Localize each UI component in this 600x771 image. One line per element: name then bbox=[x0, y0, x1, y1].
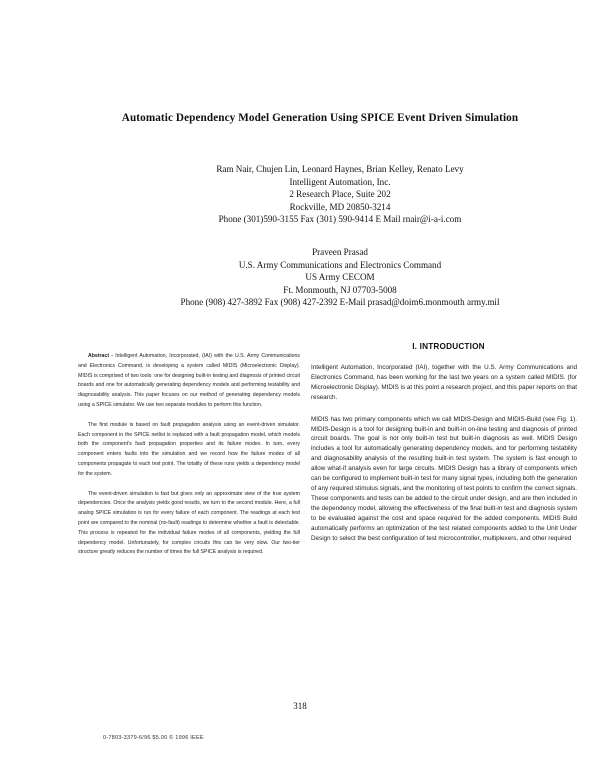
introduction-column bbox=[311, 363, 577, 555]
copyright-notice: 0-7803-3379-6/96 $5.00 © 1996 IEEE bbox=[103, 735, 204, 741]
contact-line: Phone (301)590-3155 Fax (301) 590-9414 E Mail rnair@i-a-i.com bbox=[218, 214, 462, 225]
page-number: 318 bbox=[293, 701, 307, 711]
organization-name: Intelligent Automation, Inc. bbox=[289, 176, 391, 187]
author-names: Praveen Prasad bbox=[312, 247, 368, 257]
abstract-paragraph bbox=[78, 352, 300, 411]
organization-unit: US Army CECOM bbox=[305, 272, 375, 283]
organization-name: U.S. Army Communications and Electronics Command bbox=[238, 259, 442, 270]
abstract-paragraph: The first module is based on fault propagation analysis using an event-driven simulator. Each component in the SPICE netlist is replaced with a fault propagation model, which models both the component's fault propagation properties and its failure modes. In turn, every component enters faults into the simulation and we record how the failure modes of all components propagate to each test point. The totality of these runs yields a dependency model for the system. bbox=[78, 421, 300, 477]
paper-title: Automatic Dependency Model Generation Using SPICE Event Driven Simulation bbox=[121, 112, 519, 124]
abstract-paragraph: The event-driven simulation is fast but gives only an approximate view of the true system dependencies. Once the analysis yields good results, we turn to the second module. Here, a full analog SPICE simulation is run for every failure of each component. The readings at each test point are compared to the nominal (no-fault) readings to determine whether a fault is detectable. This process is repeated for the individual failure modes of all components, yielding the full dependency model. Unfortunately, for complex circuits this can be very slow. Our two-tier structure greatly reduces the number of times the full SPICE analysis is required. bbox=[78, 490, 300, 556]
author-block-cecom bbox=[100, 246, 580, 309]
author-block-iai bbox=[100, 163, 580, 226]
abstract-text: Intelligent Automation, Incorporated, (IAI) with the U.S. Army Communications and Electronics Command, is developing a system called MIDIS (Microelectronic Display). MIDIS is comprised of two tools: one for designing built-in testing and diagnosis of printed circuit boards and one for automatically generating dependency models and performing testability and diagnosability analysis. This paper focuses on our method of generating dependency models using a SPICE simulator. We use two separate modules to perform this function. bbox=[78, 353, 300, 408]
section-heading: I. INTRODUCTION bbox=[412, 342, 485, 351]
author-names: Ram Nair, Chujen Lin, Leonard Haynes, Brian Kelley, Renato Levy bbox=[216, 164, 464, 174]
body-paragraph: MIDIS has two primary components which we call MIDIS-Design and MIDIS-Build (see Fig. 1). MIDIS-Design is a tool for designing built-in and built-in on-line testing and diagnosis of printed circuit boards. The goal is not only built-in test but built-in diagnosis as well. MIDIS Design includes a tool for automatically generating dependency models, and for performing testability and diagnosability analysis of the resulting built-in test system. The system is fast enough to allow what-if analysis even for large circuits. MIDIS Design has a library of components which can be configured to implement built-in test for many signal types, including both the generation of any required stimulus signals, and the monitoring of test points to confirm the correct signals. These components and tests can be added to the circuit under design, and are then included in the dependency model, allowing the effectiveness of the final built-in test and diagnosis system to be evaluated against the cost and space required for the added components. MIDIS Build automatically performs an optimization of the test related components added to the Unit Under Design to select the best configuration of test microcontroller, multiplexers, and other required bbox=[311, 415, 577, 542]
contact-line: Phone (908) 427-3892 Fax (908) 427-2392 E-Mail prasad@doim6.monmouth army.mil bbox=[180, 297, 500, 308]
city-address: Rockville, MD 20850-3214 bbox=[289, 201, 391, 212]
city-address: Ft. Monmouth, NJ 07703-5008 bbox=[283, 284, 397, 295]
body-paragraph: Intelligent Automation, Incorporated (IAI), together with the U.S. Army Communications and Electronics Command, has been working for the last two years on a system called MIDIS. (for Microelectronic Display). MIDIS is at this point a research project, and this paper reports on that research. bbox=[311, 364, 577, 401]
abstract-label: Abstract - bbox=[88, 353, 113, 359]
abstract-column bbox=[78, 352, 300, 568]
street-address: 2 Research Place, Suite 202 bbox=[289, 189, 391, 200]
